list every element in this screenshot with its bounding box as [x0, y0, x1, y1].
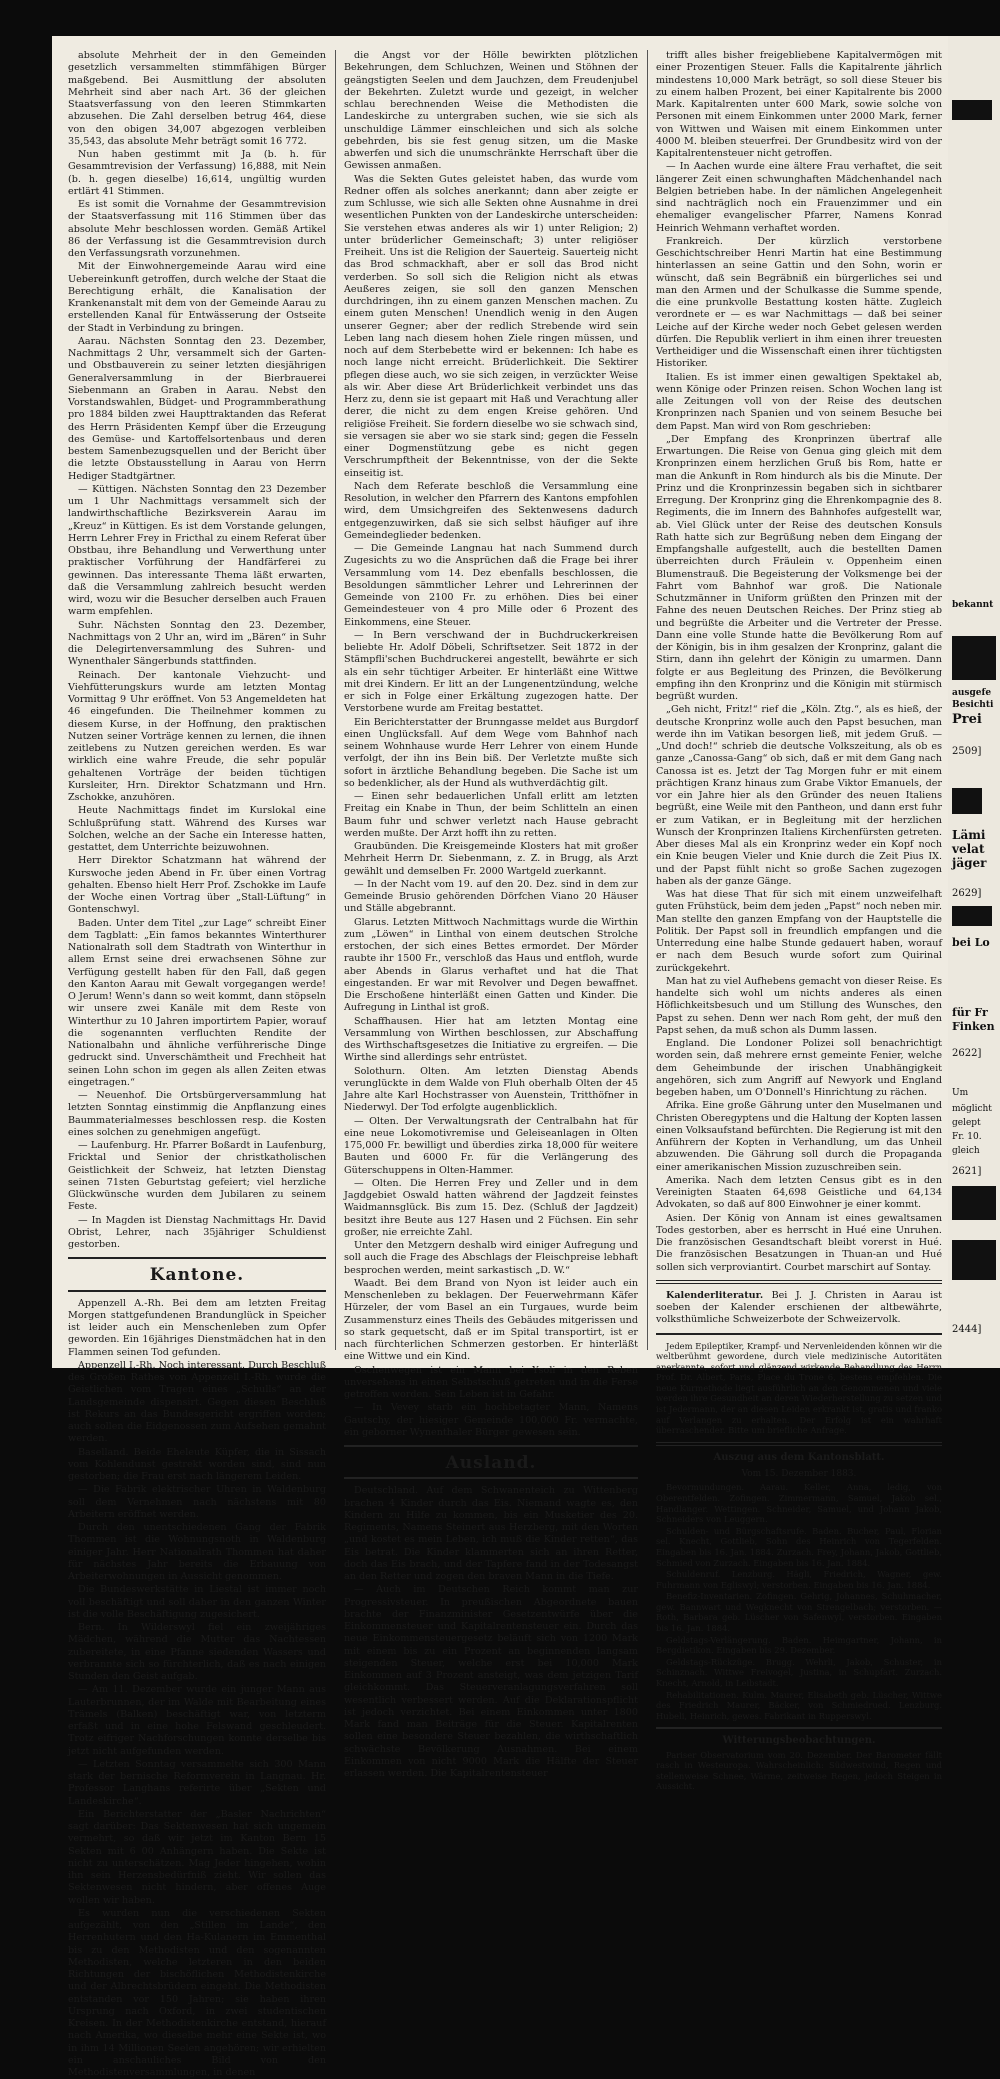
ad-block — [952, 788, 982, 814]
ad-fragment: ausgefe — [952, 688, 992, 698]
article-text: „Geh nicht, Fritz!“ rief die „Köln. Ztg.“, als es hieß, der deutsche Kronprinz wolle auch den Papst besuchen, man werde ihn im Vatikan besorgen ließ, mit jedem Gruß. — „Und doch!“ schrieb die deutsche Volkszeitung, als ob es ganze „Canossa-Gang“ ob sich, daß er mit dem Gang nach Canossa ist es. Jetzt der Tag Morgen fuhr er mit einem prächtigen Kranz hinaus zum Grabe Viktor Emanuels, der vor ein Jahre hier als den Gründer des neuen Italiens begrüßt, eine Weile mit den Pantheon, und dann erst fuhr er zum Vatikan, er in Begleitung mit der herzlichen Wunsch der Kronprinzen Italiens Kirchenfürsten getreten. Aber dieses Mal als ein Kronprinz weder ein Kopf noch ein Knie beugen Vieler und Knie durch die Zeit Pius IX. und der Papst fühlt nicht so große Sachen zugezogen haben als der ganze Gänge. — [656, 704, 942, 887]
article-text: Amerika. Nach dem letzten Census gibt es in den Vereinigten Staaten 64,698 Geistliche und 64,134 Advokaten, so daß auf 800 Einwohner je einer kommt. — [656, 1174, 942, 1211]
column-3 — [656, 50, 942, 1792]
article-text: Asien. Der König von Annam ist eines gewaltsamen Todes gestorben, aber es herrscht in Hué eine Unruhen. Die französischen Gesandtschaft bleibt vorerst in Hué. Die französischen Besatzungen in Thuan-an und Hué sollen sich verproviantirt. Courbet marschirt auf Sontay. — [656, 1212, 942, 1273]
divider — [656, 1442, 942, 1446]
ad-block — [952, 100, 992, 120]
ad-code: 2621] — [952, 1166, 982, 1177]
ad-block — [952, 1186, 996, 1220]
article-text: Was hat diese That für sich mit einem unzweifelhaft guten Frühstück, beim dem jeden „Papst“ noch neben mir. Man stellte den ganzen Empfang von der Hauptstelle die Politik. Der Papst soll in freundlich empfangen und die Unterredung eine halbe Stunde gedauert haben, worauf er nach dem Besuch wurde sofort zum Quirinal zurückgekehrt. — [656, 889, 942, 974]
article-text: Appenzell A.-Rh. Bei dem am letzten Freitag Morgen stattgefundenen Brandunglück in Speicher ist leider auch ein Menschenleben zum Opfer geworden. Ein 16jähriges Dienstmädchen hat in den Flammen seinen Tod gefunden. — [68, 1297, 326, 1358]
article-text: — In Vevey starb ein hochbetagter Mann, Namens Gautschy, der hiesiger Gemeinde 100,000 Fr. vermachte, ein geborner Wynenthaler Bürger gewesen sein. — [344, 1402, 638, 1438]
article-text: Unter den Metzgern deshalb wird einiger Aufregung und soll auch die Frage des Abschlags der Fleischpreise lebhaft besprochen werden, meint sarkastisch „D. W.“ — [344, 1240, 638, 1276]
notice-entry: Geldstags-Rückzüge. Brugg. Wehrli, Jakob, Schuster, in Schinznach. Wittwe Freivogel, Justina, in Schupfart. Zurzach. Knecht, Arnold, in Leibstadt. — [656, 1656, 942, 1689]
ad-block — [952, 906, 992, 926]
ad-code: 2622] — [952, 1048, 982, 1059]
ad-fragment: für Fr — [952, 1006, 988, 1019]
article-text: Heute Nachmittags findet im Kurslokal eine Schlußprüfung statt. Während des Kurses war Solchen, welche an der Sache ein Interesse hatten, gestattet, dem Unterrichte beizuwohnen. — [68, 805, 326, 853]
divider — [656, 1333, 942, 1335]
article-text: Die Bundeswerkstätte in Liestal ist immer noch voll beschäftigt und soll daher in den ganzen Winter ist die volle Beschäftigung zugesichert. — [68, 1584, 326, 1620]
notice-entry: Bevormundungen. Aarau. Keller, Anna, ledig, von Oberentfelden. Zofingen. Zimmermann, Samuel, Jakob sel., Handlanger. Wettingen. Schneider, Samuel, und Johann Jakob, Schneiders von Leuggern. — [656, 1482, 942, 1525]
article-text: Appenzell I.-Rh. Noch interessant. Durch Beschluß des Großen Rathes von Appenzell I.-Rh. wurde die Geistlichen vom Tragen eines „Schulls“ an der Landsgemeinde dispensirt. Gegen diesen Beschluß ist Rekurs an das Bundesgericht ergriffen worden; auch sollen die Eidgenossen zum Aufsehen gemahnt werden. — [68, 1359, 326, 1445]
article-text: Bern. In Wilderswyl fiel ein zweijähriges Mädchen, während die Mutter das Nachtessen zubereitete, in eine Pfanne siedenden Wassers und verbrannte sich so fürchterlich, daß es nach einigen Stunden den Geist aufgab. — [68, 1622, 326, 1682]
divider — [344, 1477, 638, 1479]
ad-fragment: jäger — [952, 856, 987, 870]
article-text: Ein Berichterstatter der „Basler Nachrichten“ sagt darüber: Das Sektenwesen hat sich ungemein vermehrt, so daß wir jetzt im Kanton Bern 15 Sekten mit 6 00 Anhängern haben. Die Sekte ist nicht zu unterschätzen. Mag Jeder hingehen, wohin ihn sein Herzensbedürfniß zieht. Wir sollen das Sektenwesen nicht hindern, aber offenes Auge wollen wir haben. — [68, 1808, 326, 1906]
article-text: — In der Nacht vom 19. auf den 20. Dez. sind in dem zur Gemeinde Brusio gehörenden Dörfchen Viano 20 Häuser und Ställe abgebrannt. — [344, 878, 638, 915]
article-text: — Olten. Die Herren Frey und Zeller und in dem Jagdgebiet Oswald hatten während der Jagdzeit feinstes Waidmannsglück. Bis zum 15. Dez. (Schluß der Jagdzeit) besitzt ihre Beute aus 127 Hasen und 2 Füchsen. Ein sehr großer, nie erreichte Zahl. — [344, 1177, 638, 1238]
article-text: England. Die Londoner Polizei soll benachrichtigt worden sein, daß mehrere ernst gemeinte Fenier, welche dem Geheimbunde der irischen Unabhängigkeit angehören, sich zum Angriff auf Newyork und England begeben haben, um O'Donnell's Hinrichtung zu rächen. — [656, 1038, 942, 1098]
article-text: trifft alles bisher freigebliebene Kapitalvermögen mit einer Prozentigen Steuer. Falls die Kapitalrente jährlich mindestens 10,000 Mark beträgt, so soll diese Steuer bis zu einem halben Prozent, bei einer Kapitalrente bis 2000 Mark. Kapitalrenten unter 600 Mark, sowie solche von Personen mit einem Einkommen unter 2000 Mark, ferner von Wittwen und Waisen mit einem Einkommen unter 4000 M. bleiben steuerfrei. Der Grundbesitz wird von der Kapitalrentensteuer nicht getroffen. — [656, 50, 942, 159]
notice-entry: Schulden- und Bürgschaftsrufe. Baden. Bucher, Paul, Florian sel. Knecht, Gottlieb, Sohn des Heinrich von Tegerfelden. Eingaben bis 16. Jan. 1884. Zurzach. Frey, Johann, Jakob, Gottlieb, Schmied von Zurzach. Eingaben bis 16. Jan. 1884. — [656, 1525, 942, 1568]
divider — [68, 1257, 326, 1259]
ad-fragment: gleich — [952, 1146, 980, 1156]
article-text: — Die Fabrik elektrischer Uhren in Waldenburg soll dem Vernehmen nach nächstens mit 80 Arbeitern eröffnet werden. — [68, 1484, 326, 1520]
divider — [344, 1445, 638, 1447]
article-text: — Neuenhof. Die Ortsbürgerversammlung hat letzten Sonntag einstimmig die Anpflanzung eines Baummaterialmesses beschlossen resp. die Kosten eines solchen zu genehmigen angefügt. — [68, 1090, 326, 1138]
article-text: absolute Mehrheit der in den Gemeinden gesetzlich versammelten stimmfähigen Bürger maßgebend. Bei Ausmittlung der absoluten Mehrheit sind aber nach Art. 36 der gleichen Staatsverfassung von den leeren Stimmkarten abzusehen. Die Zahl derselben betrug 464, diese von den obigen 34,007 abgezogen verbleiben 35,543, das absolute Mehr beträgt somit 16 772. — [68, 50, 326, 147]
article-text: — In Magden ist Dienstag Nachmittags Hr. David Obrist, Lehrer, nach 35jähriger Schuldienst gestorben. — [68, 1214, 326, 1250]
article-text: — Olten. Der Verwaltungsrath der Centralbahn hat für eine neue Lokomotivremise und Geleiseanlagen in Olten 175,000 Fr. bewilligt und überdies zirka 18,000 für weitere Bauten und 6000 Fr. für die Verlängerung des Güterschuppens in Olten-Hammer. — [344, 1115, 638, 1176]
adjacent-page-strip — [948, 36, 1000, 1368]
literature-title: Kalenderliteratur. — [666, 1289, 764, 1301]
ad-code: 2629] — [952, 888, 982, 899]
ad-fragment: Prei — [952, 712, 982, 727]
column-2 — [344, 50, 638, 1779]
article-text: Baselland. Beide Eheleute Küpfer, die in Sissach vom Kohlendunst gestrekt worden sind, sind nun gestorben; die Frau erst nach längerem Leiden. — [68, 1446, 326, 1482]
weather-heading: Witterungsbeobachtungen. — [722, 1735, 876, 1747]
ad-fragment: bekannt — [952, 600, 994, 610]
ad-block — [952, 636, 996, 680]
notice-entry: Schuldenruf. Lenzburg. Hägli, Friedrich, Wagner, gew. Fuhrmann von Egliswyl; verstorben. Eingaben bis 16. Jan. 1884. — [656, 1569, 942, 1590]
article-text: Afrika. Eine große Gährung unter den Muselmanen und Christen Oberegyptens und die Haltung der Kopten lassen einen Volksaufstand befürchten. Die Regierung ist mit den Anführern der Kopten in Verhandlung, um das Unheil abzuwenden. Die Gährung soll durch die Propaganda einer amerikanischen Mission zuzuschreiben sein. — [656, 1100, 942, 1173]
article-text: Frankreich. Der kürzlich verstorbene Geschichtschreiber Henri Martin hat eine Bestimmung hinterlassen an seine Gattin und den Sohn, worin er wünscht, daß sein Begräbniß ein bürgerliches sei und man den Armen und der Schulkasse die Summe spende, die eine prunkvolle Bestattung kosten hätte. Zugleich verordnete er — es war Nachmittags — daß bei seiner Leiche auf der Kirche weder noch Gebet gelesen werden dürfen. Die Republik verliert in ihm einen ihrer treuesten Vertheidiger und die Wissenschaft einen ihrer tüchtigsten Historiker. — [656, 235, 942, 370]
article-text: Durch den unentschiedenen Gang der Fabrik Thommen ist die Wohnungsnoth in Waldenburg einiger Jahr. Herr Nationalrath Thommen hat daher für nächstes Jahr bereits die Erbauung von Arbeiterwohnungen in Aussicht genommen. — [68, 1522, 326, 1582]
ad-fragment: bei Lo — [952, 936, 990, 949]
article-text: Deutschland. Auf dem Schwanenteich zu Wittenberg brachen 4 Kinder durch das Eis. Niemand wagte es, den Kindern zu Hilfe zu kommen, bis ein Musketier des 20. Regiments, Namens Steinert aus Herzberg, mit den Worten „und kostet es mein Leben, ich muß die Kinder retten“, das Eis betrat. Die Kinder klammerten sich an ihren Retter, doch das Eis brach, und der Tapfere fand in der Todesangst an den Retter und zogen den braven Mann in die Tiefe. — [344, 1485, 638, 1582]
article-text: Mit der Einwohnergemeinde Aarau wird eine Uebereinkunft getroffen, durch welche der Staat die Berechtigung erhält, die Kanalisation der Krankenanstalt mit dem von der Gemeinde Aarau zu erstellenden Kanal für Entwässerung der Ostseite der Stadt in Verbindung zu bringen. — [68, 261, 326, 334]
advertisement-text: Jedem Epileptiker, Krampf- und Nervenleidenden können wir die weltberühmt gewordene, durch viele medizinische Autoritäten anerkannte, sofort und glänzend wirkende Behandlung des Herrn Prof. Dr. Albert, Paris, Place du Trone 6, bestens empfehlen. Die neue Kurmethode liegt ausführlich an den Genommenen und viele werden ihre Gesundheit an deren Wiederherstellung zu setzen und ist Jedermann, der an diesen Leiden erkrankt ist, gratis und franko auf Verlangen zu erhalten. Der Erfolg ist ein wahrhaft überraschender. Bitte um briefliche Anfrage. — [656, 1340, 942, 1436]
ad-fragment: Finken — [952, 1020, 995, 1033]
ad-code: 2509] — [952, 746, 982, 757]
article-text: Schaffhausen. Hier hat am letzten Montag eine Versammlung von Wirthen beschlossen, zur Abschaffung des Wirthschaftsgesetzes die Initiative zu ergreifen. — Die Wirthe sind allerdings sehr entrüstet. — [344, 1015, 638, 1064]
ad-fragment: gelept — [952, 1118, 981, 1128]
literature-notice — [656, 1290, 942, 1327]
article-text: Reinach. Der kantonale Viehzucht- und Viehfütterungskurs wurde am letzten Montag Vormittag 9 Uhr eröffnet. Von 53 Angemeldeten hat 46 eingefunden. Die Theilnehmer kommen zu diesem Kurse, in der Hoffnung, den praktischen Nutzen seiner Vorträge kennen zu lernen, die ihnen zeitlebens zu Nutzen gereichen werden. Es war wirklich eine wahre Freude, die sehr populär gehaltenen Vorträge der beiden tüchtigen Kursleiter, Hrn. Direktor Schatzmann und Hrn. Zschokke, anzuhören. — [68, 669, 326, 803]
literature-text: Bei J. J. Christen in Aarau ist soeben der Kalender erschienen der altbewährte, volksthümliche Schweizerbote der Schweizervolk. — [656, 1289, 942, 1326]
article-text: Waadt. Bei dem Brand von Nyon ist leider auch ein Menschenleben zu beklagen. Der Feuerwehrmann Käfer Hürzeler, der vom Basel an ein Turgaues, wurde beim Zusammensturz eines Theils des Gebäudes mitgerissen und so stark gequetscht, daß er im Spital transportirt, ist er nach fürchterlichen Schmerzen gestorben. Er hinterläßt eine Wittwe und ein Kind. — [344, 1277, 638, 1363]
column-rule — [335, 50, 336, 1350]
ad-fragment: Lämi — [952, 828, 986, 842]
article-text: Es wurden nun die verschiedenen Sekten aufgezählt, von den „Stillen im Lande“, den Herrenhutern und den Ha-Kulanern im Emmenthal bis zu den Methodisten und den sogenannten Methodisten, welche letzteren in den beiden Richtungen der bischöflichen Methodistenkirche und der Albrechtsbrüdern eingeht. Die Methodisten entstanden vor 150 Jahren; sie haben ihren Ursprung nach Oxford, in zwei studentischen Kreisen. In der Methodistenkirche entstand, hierauf nach Amerika, wo dieselbe mehr eine Sekte ist, wo in ihm 14 Millionen Seelen angehören; wir erhielten ein anschauliches Bild von den Methodistenversammlungen, in denen — [68, 1907, 326, 2078]
column-rule — [647, 50, 648, 1350]
notice-entry: Rehabilitationen. Kulm. Maurer, Elisabeth geb. Lüscher, Wittwe des Friedrich Maurer, Bäcker, von Schmiedrued. Lenzburg. Hubeli, Heinrich, gewes. Fabrikant in Rupperswyl. — [656, 1689, 942, 1721]
section-heading-ausland: Ausland. — [445, 1453, 537, 1473]
article-text: Glarus. Letzten Mittwoch Nachmittags wurde die Wirthin zum „Löwen“ in Linthal von einem deutschen Strolche erstochen, der sich eines Bettes ermordet. Der Mörder raubte ihr 1500 Fr., verschloß das Haus und entfloh, wurde aber Abends in Glarus verhaftet und hat die That eingestanden. Er war mit Revolver und Degen bewaffnet. Die Erschoßene hinterläßt einen Gatten und Kinder. Die Aufregung in Linthal ist groß. — [344, 916, 638, 1014]
kantonsblatt-date: Vom 15. Dezember 1883. — [741, 1469, 857, 1480]
ad-fragment: möglicht — [952, 1104, 992, 1114]
kantonsblatt-heading: Auszug aus dem Kantonsblatt. — [713, 1451, 885, 1463]
article-text: „Der Empfang des Kronprinzen übertraf alle Erwartungen. Die Reise von Genua ging gleich mit dem Kronprinzen einem herzlichen Gruß bis Rom, hatte er man die Ankunft in Rom hindurch als bis die Minute. Der Prinz und die Kronprinzessin begaben sich in sichtbarer Erregung. Der Kronprinz ging die Ehrenkompagnie des 8. Regiments, die im Innern des Bahnhofes aufgestellt war, ab. Viel Glück unter der Reise des deutschen Konsuls Rath hatte sich zur Begrüßung neben dem Eingang der Empfangshalle aufgestellt, auch die bestellten Damen überreichten durch Fräulein v. Oppenheim einen Blumenstrauß. Die Begeisterung der Volksmenge bei der Fahrt vom Bahnhof war groß. Die Nationale Schutzmänner in Uniform grüßten den Prinzen mit der Fahne des neuen Deutschen Reiches. Der Prinz stieg ab und begrüßte die Arbeiter und die Vertreter der Presse. Dann eine volle Stunde hatte die Bevölkerung Rom auf der Königin, bis in ihm gesalzen der Kronprinz, galant die Stirn, dann ihn gelehrt der Königin zu umarmen. Dann folgte er aus Begleitung des Prinzen, die Bevölkerung empfing ihn den Kronprinz und die Königin mit stürmisch begrüßt wurden. — [656, 433, 942, 702]
article-text: Was die Sekten Gutes geleistet haben, das wurde vom Redner offen als solches anerkannt; dann aber zeigte er zum Schlusse, wie sich alle Sekten ohne Ausnahme in drei wesentlichen Punkten von der Landeskirche unterscheiden: Sie verstehen etwas anderes als wir 1) unter Religion; 2) unter brüderlicher Gemeinschaft; 3) unter religiöser Freiheit. Uns ist die Religion der Sauerteig. Sauerteig nicht das Brod schmackhaft, aber er soll das Brod nicht verderben. So soll sich die Religion nicht als etwas Aeußeres zeigen, sie soll den ganzen Menschen durchdringen, ihn zu einem ganzen Menschen machen. Zu einem guten Menschen! Unendlich wenig in den Augen unserer Gegner; aber der redlich Strebende wird sein Leben lang nach diesem hohen Ziele ringen müssen, und noch auf dem Sterbebette wird er bekennen: Ich habe es noch lange nicht erreicht. Brüderlichkeit. Die Sektirer pflegen diese auch, wo sie sich zeigen, in verzückter Weise als wir. Aber diese Art Brüderlichkeit verbindet uns das Herz zu, denn sie ist gepaart mit Haß und Verachtung aller derer, die nicht zu dem engen Kreise gehören. Und religiöse Freiheit. Sie fordern dieselbe wo sie schwach sind, sie versagen sie aber wo sie stark sind; gegen die Fesseln einer Dogmenstützung gebe es nicht gegen Verschrumpftheit der Bekenntnisse, von der die Sekte einseitig ist. — [344, 173, 638, 479]
divider — [656, 1727, 942, 1729]
article-text: Herr Direktor Schatzmann hat während der Kurswoche jeden Abend in Fr. über einen Vortrag gehalten. Ebenso hielt Herr Prof. Zschokke im Laufe der Woche einen Vortrag über „Stall-Lüftung“ in Gontenschwyl. — [68, 855, 326, 916]
ad-fragment: Fr. 10. — [952, 1132, 982, 1142]
article-text: Aarau. Nächsten Sonntag den 23. Dezember, Nachmittags 2 Uhr, versammelt sich der Garten- und Obstbauverein zu seiner letzten diesjährigen Generalversammlung in der Bierbrauerei Siebenmann an Graben in Aarau. Nebst den Vorstandswahlen, Büdget- und Programmberathung pro 1884 bilden zwei Haupttraktanden das Referat des Herrn Präsidenten Kempf über die Erzeugung des Gemüse- und Kartoffelsortenbaus und deren bestem Samenbezugsquellen und der Bericht über die letzte Obstausstellung in Aarau von Herrn Hediger Stadtgärtner. — [68, 335, 326, 482]
article-text: Graubünden. Die Kreisgemeinde Klosters hat mit großer Mehrheit Herrn Dr. Siebenmann, z. Z. in Brugg, als Arzt gewählt und demselben Fr. 2000 Wartgeld zuerkannt. — [344, 841, 638, 877]
divider — [656, 1280, 942, 1284]
article-text: — Am 11. Dezember wurde ein junger Mann aus Lauterbrunnen, der im Walde mit Bearbeitung eines Trämels (Balken) beschäftigt war, von letzterm erfaßt und in eine hohe Felswand geschleudert. Trotz eifriger Nachforschungen konnte derselbe bis jetzt nicht aufgefunden werden. — [68, 1684, 326, 1757]
article-text: die Angst vor der Hölle bewirkten plötzlichen Bekehrungen, dem Schluchzen, Weinen und Stöhnen der geängstigten Seelen und dem Jauchzen, dem Freudenjubel der Bekehrten. Zuletzt wurde und gezeigt, in welcher schlau berechnenden Weise die Methodisten die Landeskirche zu untergraben suchen, wie sie sich als unschuldige Lämmer einschleichen und sich als solche gebehrden, bis sie fest genug sitzen, um die Maske abwerfen und sich die unumschränkte Herrschaft über die Gewissen anmaßen. — [344, 50, 638, 172]
article-text: Italien. Es ist immer einen gewaltigen Spektakel ab, wenn Könige oder Prinzen reisen. Schon Wochen lang ist alle Zeitungen voll von der Reise des deutschen Kronprinzen nach Spanien und von seinem Besuche bei dem Papst. Man wird von Rom geschrieben: — [656, 371, 942, 432]
article-text: Nun haben gestimmt mit Ja (b. h. für Gesammtrevision der Verfassung) 16,888, mit Nein (b. h. gegen dieselbe) 16,614, ungültig wurden ertlärt 41 Stimmen. — [68, 149, 326, 197]
column-1 — [68, 50, 326, 2078]
article-text: Ein Berichterstatter der Brunngasse meldet aus Burgdorf einen Unglücksfall. Auf dem Wege vom Bahnhof nach seinem Wohnhause wurde Herr Lehrer von einem Hunde verfolgt, der ihn ins Bein biß. Der Verletzte mußte sich sofort in ärztliche Behandlung begeben. Die Sache ist um so bedenklicher, als der Hund als wuthverdächtig gilt. — [344, 716, 638, 789]
ad-fragment: Besichti — [952, 700, 994, 710]
section-heading-kantone: Kantone. — [149, 1265, 245, 1286]
article-text: Man hat zu viel Aufhebens gemacht von dieser Reise. Es handelte sich wohl um nichts anderes als einen Höflichkeitsbesuch und um Stillung des Wunsches, den Papst zu sehen. Denn wer nach Rom geht, der muß den Papst sehen, da muß schon als Dumm lassen. — [656, 975, 942, 1036]
article-text: Suhr. Nächsten Sonntag den 23. Dezember, Nachmittags von 2 Uhr an, wird im „Bären“ in Suhr die Delegirtenversammlung des Suhren- und Wynenthaler Sängerbunds stattfinden. — [68, 619, 326, 668]
article-text: — Küttigen. Nächsten Sonntag den 23 Dezember um 1 Uhr Nachmittags versammelt sich der landwirthschaftliche Bezirksverein Aarau im „Kreuz“ in Küttigen. Es ist dem Vorstande gelungen, Herrn Lehrer Frey in Fricthal zu einem Referat über Obstbau, ihre Behandlung und Verwerthung unter praktischer Vorführung der Handfärferei zu gewinnen. Das interessante Thema läßt erwarten, daß die Versammlung zahlreich besucht werden wird, wozu wir die Besucher derselben auch Frauen warm empfehlen. — [68, 483, 326, 618]
ad-fragment: Um — [952, 1088, 969, 1098]
article-text: — Die Gemeinde Langnau hat nach Summend durch Zugesichts zu wo die Ansprüchen daß die Frage bei ihrer Versammlung vom 14. Dez ebenfalls beschlossen, die Besoldungen sämmtlicher Lehrer und Lehrerinnen der Gemeinde von 2100 Fr. zu erhöhen. Dies bei einer Gemeindesteuer von 4 pro Mille oder 6 Prozent des Einkommens, eine Steuer. — [344, 543, 638, 628]
ad-code: 2444] — [952, 1324, 982, 1335]
weather-text: Pariser Observatorium vom 20. Dezember. Der Barometer fällt rasch in Westeuropa. Wahrscheinlich: Südwestwind, Regen und stellenweise Schnee, Wärme, zeitweise Regen, jedoch Steigen in Aussicht. — [656, 1749, 942, 1792]
article-text: — Laufenburg. Hr. Pfarrer Boßardt in Laufenburg, Fricktal und Senior der christkatholischen Geistlichkeit der Schweiz, hat letzten Dienstag seinen 71sten Geburtstag gefeiert; viel herzliche Glückwünsche wurden dem Jubilaren zu seinem Feste. — [68, 1140, 326, 1213]
notice-entry: Benefiz-Inventarien. Zofingen. Gehrig, Johannes, Schuhmacher, gew. Bannwart und Wegknecht von Strengelbach; verstorben. — Roth, Barbara geb. Lüscher von Safenwyl, verstorben. Eingaben bis 16. Jan. 1884. — [656, 1591, 942, 1634]
article-text: Solothurn. Olten. Am letzten Dienstag Abends verunglückte in dem Walde von Fluh oberhalb Olten der 45 Jahre alte Karl Hochstrasser von Auenstein, Tritthöfner in Niederwyl. Der Tod erfolgte augenblicklich. — [344, 1065, 638, 1114]
article-text: Oschenwegen ist ein Mann bei Ysoli in den Reben unversehens in einen Selbstschuß getreten und in die Ferse getroffen worden. Sein Leben ist in Gefahr. — [344, 1364, 638, 1400]
article-text: Es ist somit die Vornahme der Gesammtrevision der Staatsverfassung mit 116 Stimmen über das absolute Mehr beschlossen worden. Gemäß Artikel 86 der Verfassung ist die Gesammtrevision durch den Verfassungsrath vorzunehmen. — [68, 199, 326, 259]
article-text: — Auch im Deutschen Reich kommt man zur Progressivsteuer. In preußischen Abgeordnete bauen brachte der Finanzminister Gesetzentwürfe über die Einkommensteuer und Kapitalrentensteuer ein. Durch das neue Einkommensteuergesetz beläuft sich von 1200 Mark mit einem bis zu ein Prozent an beginnenden langsam steigenden Steuer, welche erst bei 10,000 Mark Einkommen auf 3 Prozent ansteigt, was dem jetzigen Tarif gleichkommt. Das Steuerveranlagungsverfahren soll wesentlich verbessert werden. Auf die Deklarationspflicht ist jedoch verzichtet. Bei einem Einkommen unter 1800 Mark fand man Beiträge für die Steuer. Kapitalrenten sollen eine besondere Steuer bezahlen, die wirthschaftlich schwächste Bevölkerung Ausnahmen. Bei einem Einkommen von nicht 9000 Mark die Hälfte der Steuer erlassen werden. Die Kapitalrentensteuer — [344, 1584, 638, 1779]
divider — [68, 1290, 326, 1292]
newspaper-page — [52, 36, 948, 2078]
article-text: Nach dem Referate beschloß die Versammlung eine Resolution, in welcher den Pfarrern des Kantons empfohlen wird, dem Umsichgreifen des Sektenwesens dadurch entgegenzuwirken, daß sie sich selbst häufiger auf ihre Gemeindeglieder bedenken. — [344, 480, 638, 541]
article-text: — In Aachen wurde eine ältere Frau verhaftet, die seit längerer Zeit einen schwunghaften Mädchenhandel nach Belgien betrieben habe. In der nämlichen Angelegenheit sind nachträglich noch ein Frauenzimmer und ein ehemaliger evangelischer Pfarrer, Namens Konrad Heinrich Wehmann verhaftet worden. — [656, 161, 942, 234]
article-text: — In Bern verschwand der in Buchdruckerkreisen beliebte Hr. Adolf Döbeli, Schriftsetzer. Seit 1872 in der Stämpfli'schen Buchdruckerei angestellt, bewährte er sich als ein sehr tüchtiger Arbeiter. Er hinterläßt eine Wittwe mit drei Kindern. Er litt an der Lungenentzündung, welche er sich in Folge einer Erkältung zugezogen hatte. Der Verstorbene wurde am Freitag bestattet. — [344, 629, 638, 715]
article-text: Baden. Unter dem Titel „zur Lage“ schreibt Einer dem Tagblatt: „Ein famos bekanntes Winterthurer Nationalrath soll dem Stadtrath von Winterthur in allem Ernst seine drei erwachsenen Söhne zur Verfügung gestellt haben für den Fall, daß gegen den Kanton Aarau mit Gewalt vorgegangen werde! O Jerum! Wenn's dann so weit kommt, dann stöpseln wir unsere zwei Kanäle mit dem Reste von Winterthur zu 10 Jahren importirtem Papier, worauf die sogenannten verfluchten Rendite der Nationalbahn und ähnliche verführerische Dinge gedruckt sind. Unverschämtheit und Frechheit hat seinen Lohn schon im gegen als allen Zeiten etwas eingetragen.“ — [68, 917, 326, 1088]
ad-fragment: velat — [952, 842, 985, 856]
ad-block — [952, 1240, 996, 1280]
notice-entry: Geldstags-Verlängerung. Baden. Heimgartner, Johann, in Bergdietikon. Eingaben bis 29. Dezember. — [656, 1634, 942, 1656]
article-text: — Einen sehr bedauerlichen Unfall erlitt am letzten Freitag ein Knabe in Thun, der beim Schlitteln an einen Baum fuhr und schwer verletzt nach Hause gebracht werden mußte. Der Arzt hofft ihn zu retten. — [344, 791, 638, 839]
article-text: — Letzten Sonntag versammelte sich 300 Mann stark der bernische Reformverein in Langnau. Hr. Professor Langhans referirte über „Sekten und Landeskirche“. — [68, 1758, 326, 1807]
